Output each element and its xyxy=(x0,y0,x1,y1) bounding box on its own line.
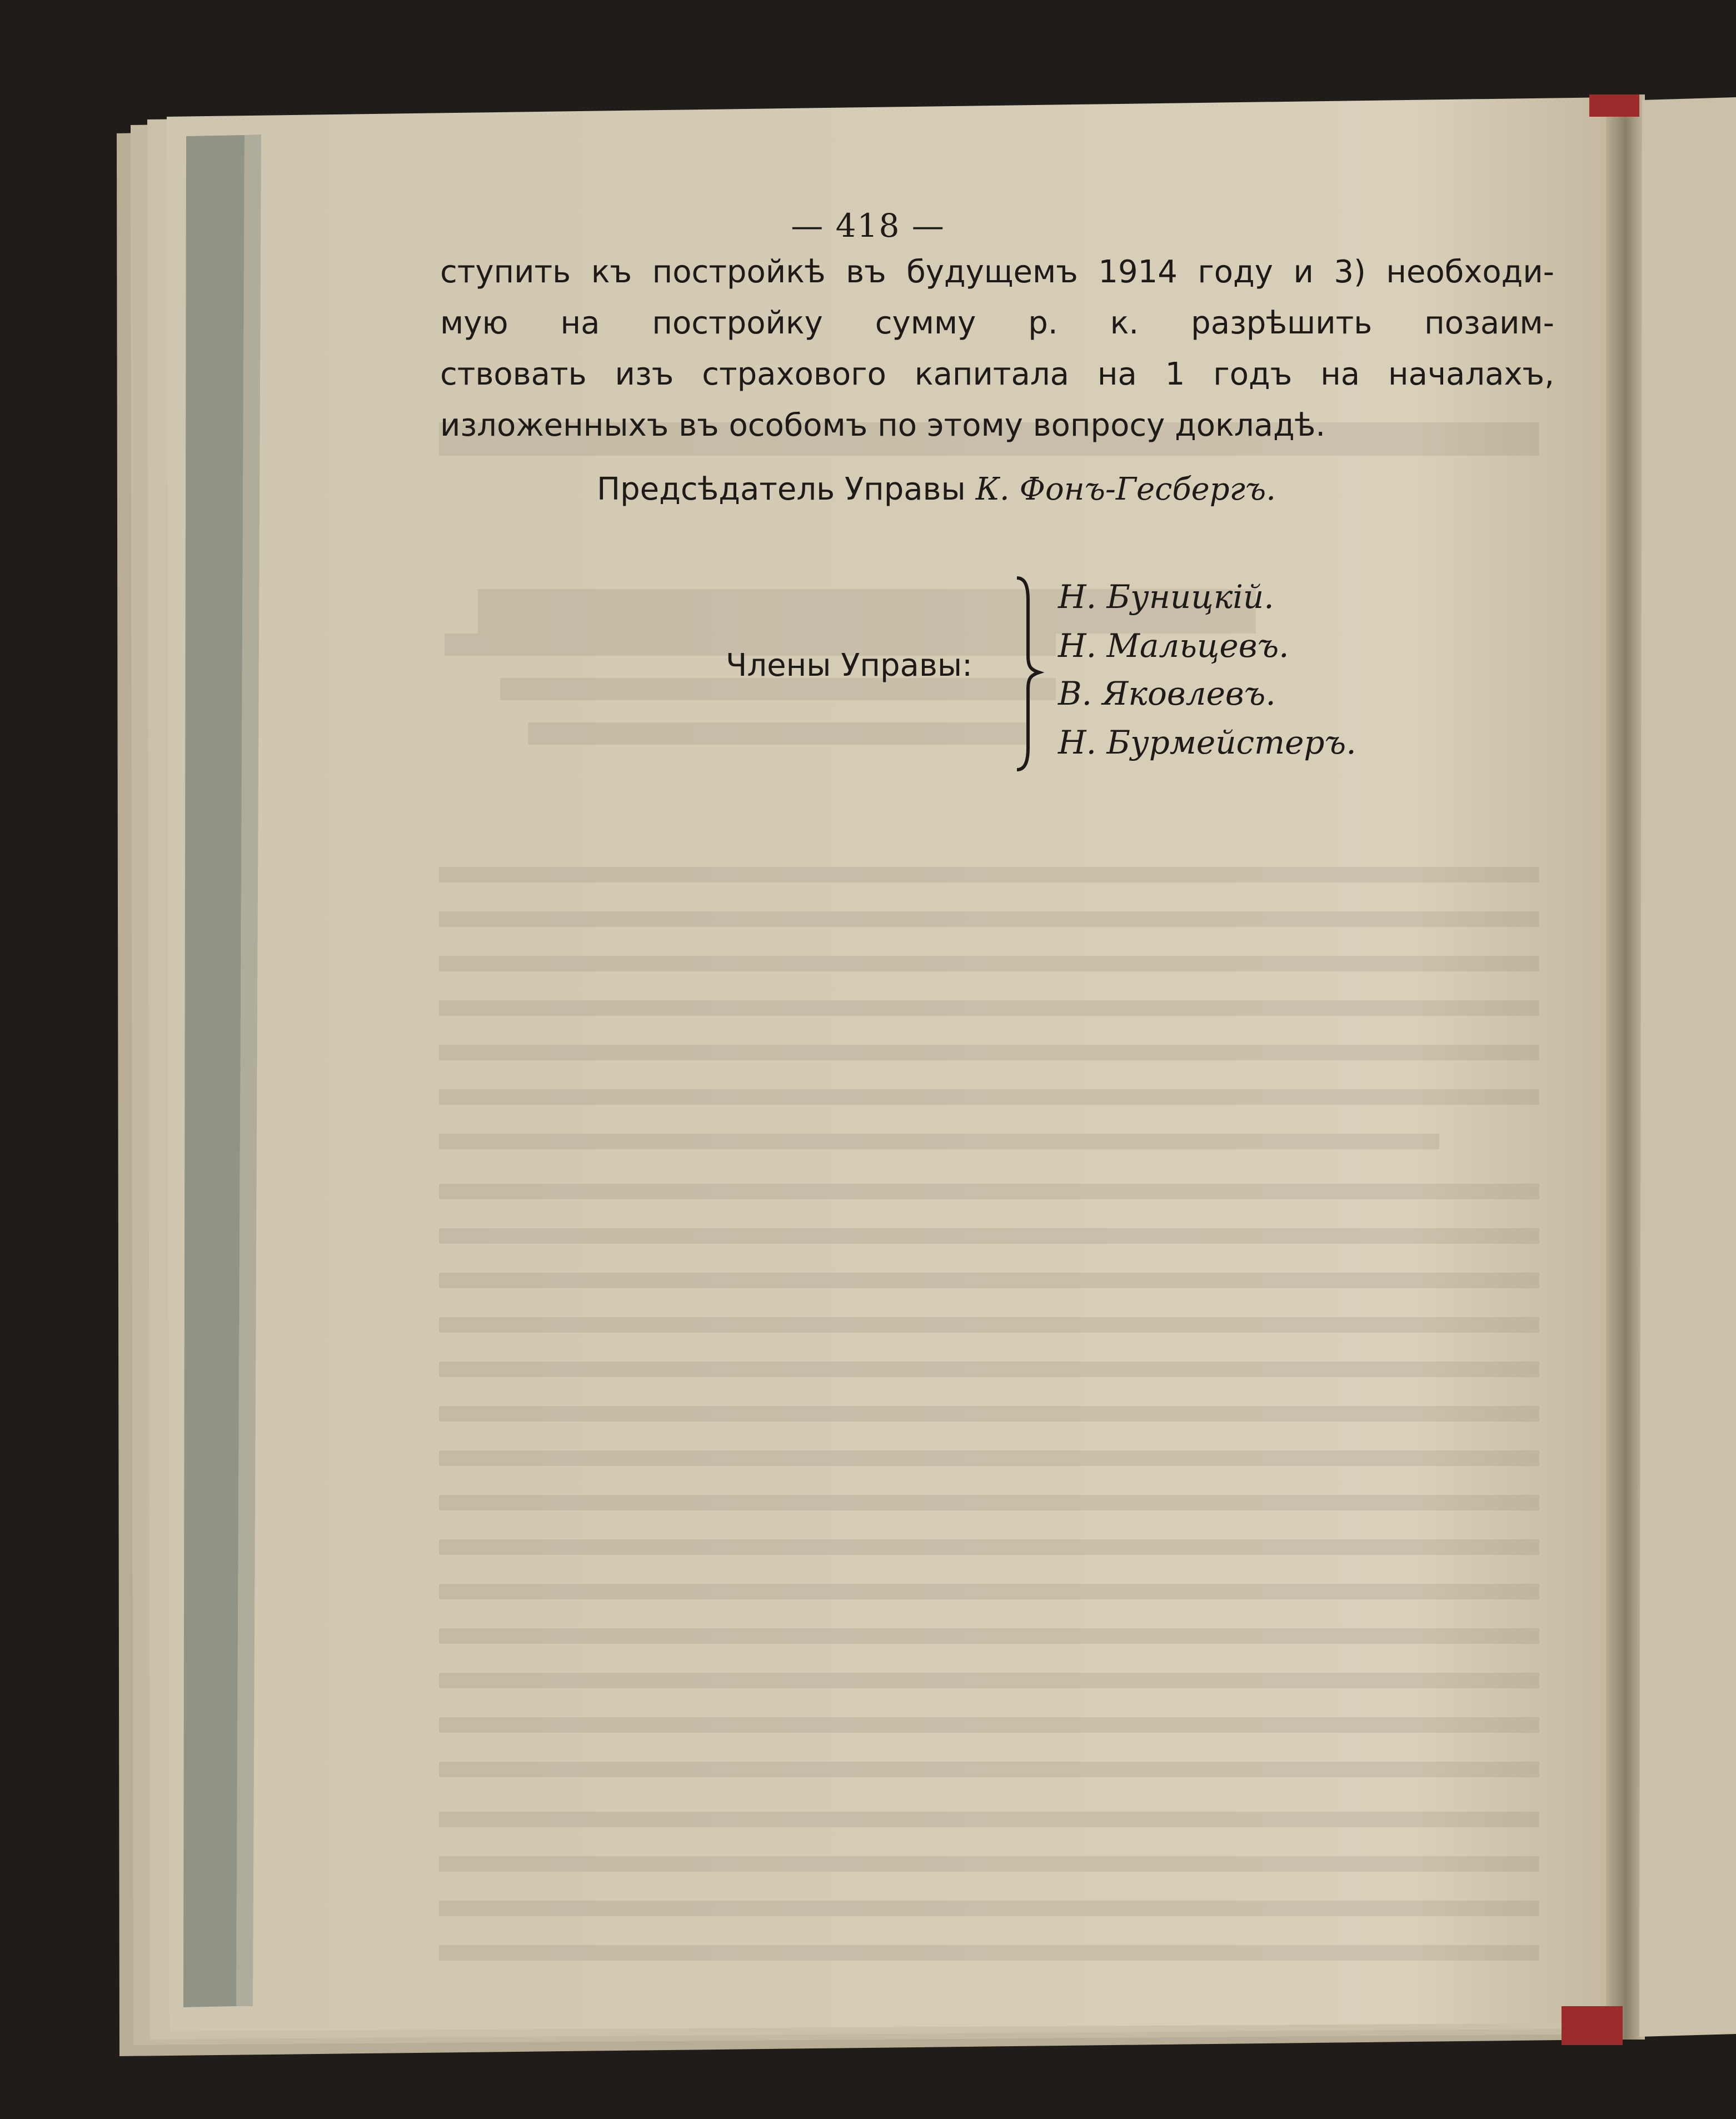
body-line-2: мую на постройку сумму р. к. разрѣшить позаим- xyxy=(440,305,1554,341)
binding-mark-top xyxy=(1589,94,1639,117)
body-line-4: изложенныхъ въ особомъ по этому вопросу докладѣ. xyxy=(440,407,1326,443)
body-line-3: ствовать изъ страхового капитала на 1 годъ на началахъ, xyxy=(440,356,1554,392)
binding-strip xyxy=(183,135,245,2007)
body-line-1: ступить къ постройкѣ въ будущемъ 1914 году и 3) необходи- xyxy=(440,254,1554,290)
chairman-name: К. Фонъ-Гесбергъ. xyxy=(975,471,1276,507)
board-member: Н. Мальцевъ. xyxy=(1058,627,1289,665)
page-number: — 418 — xyxy=(791,207,945,245)
board-member: В. Яковлевъ. xyxy=(1058,675,1276,712)
chairman-signature xyxy=(597,471,1276,507)
board-member: Н. Бурмейстеръ. xyxy=(1058,724,1356,761)
binding-mark-bottom xyxy=(1562,2006,1623,2045)
facing-page xyxy=(1639,97,1736,2037)
board-member: Н. Буницкій. xyxy=(1058,578,1274,616)
chairman-title: Предсѣдатель Управы xyxy=(597,471,966,507)
board-members-label: Члены Управы: xyxy=(726,647,972,684)
